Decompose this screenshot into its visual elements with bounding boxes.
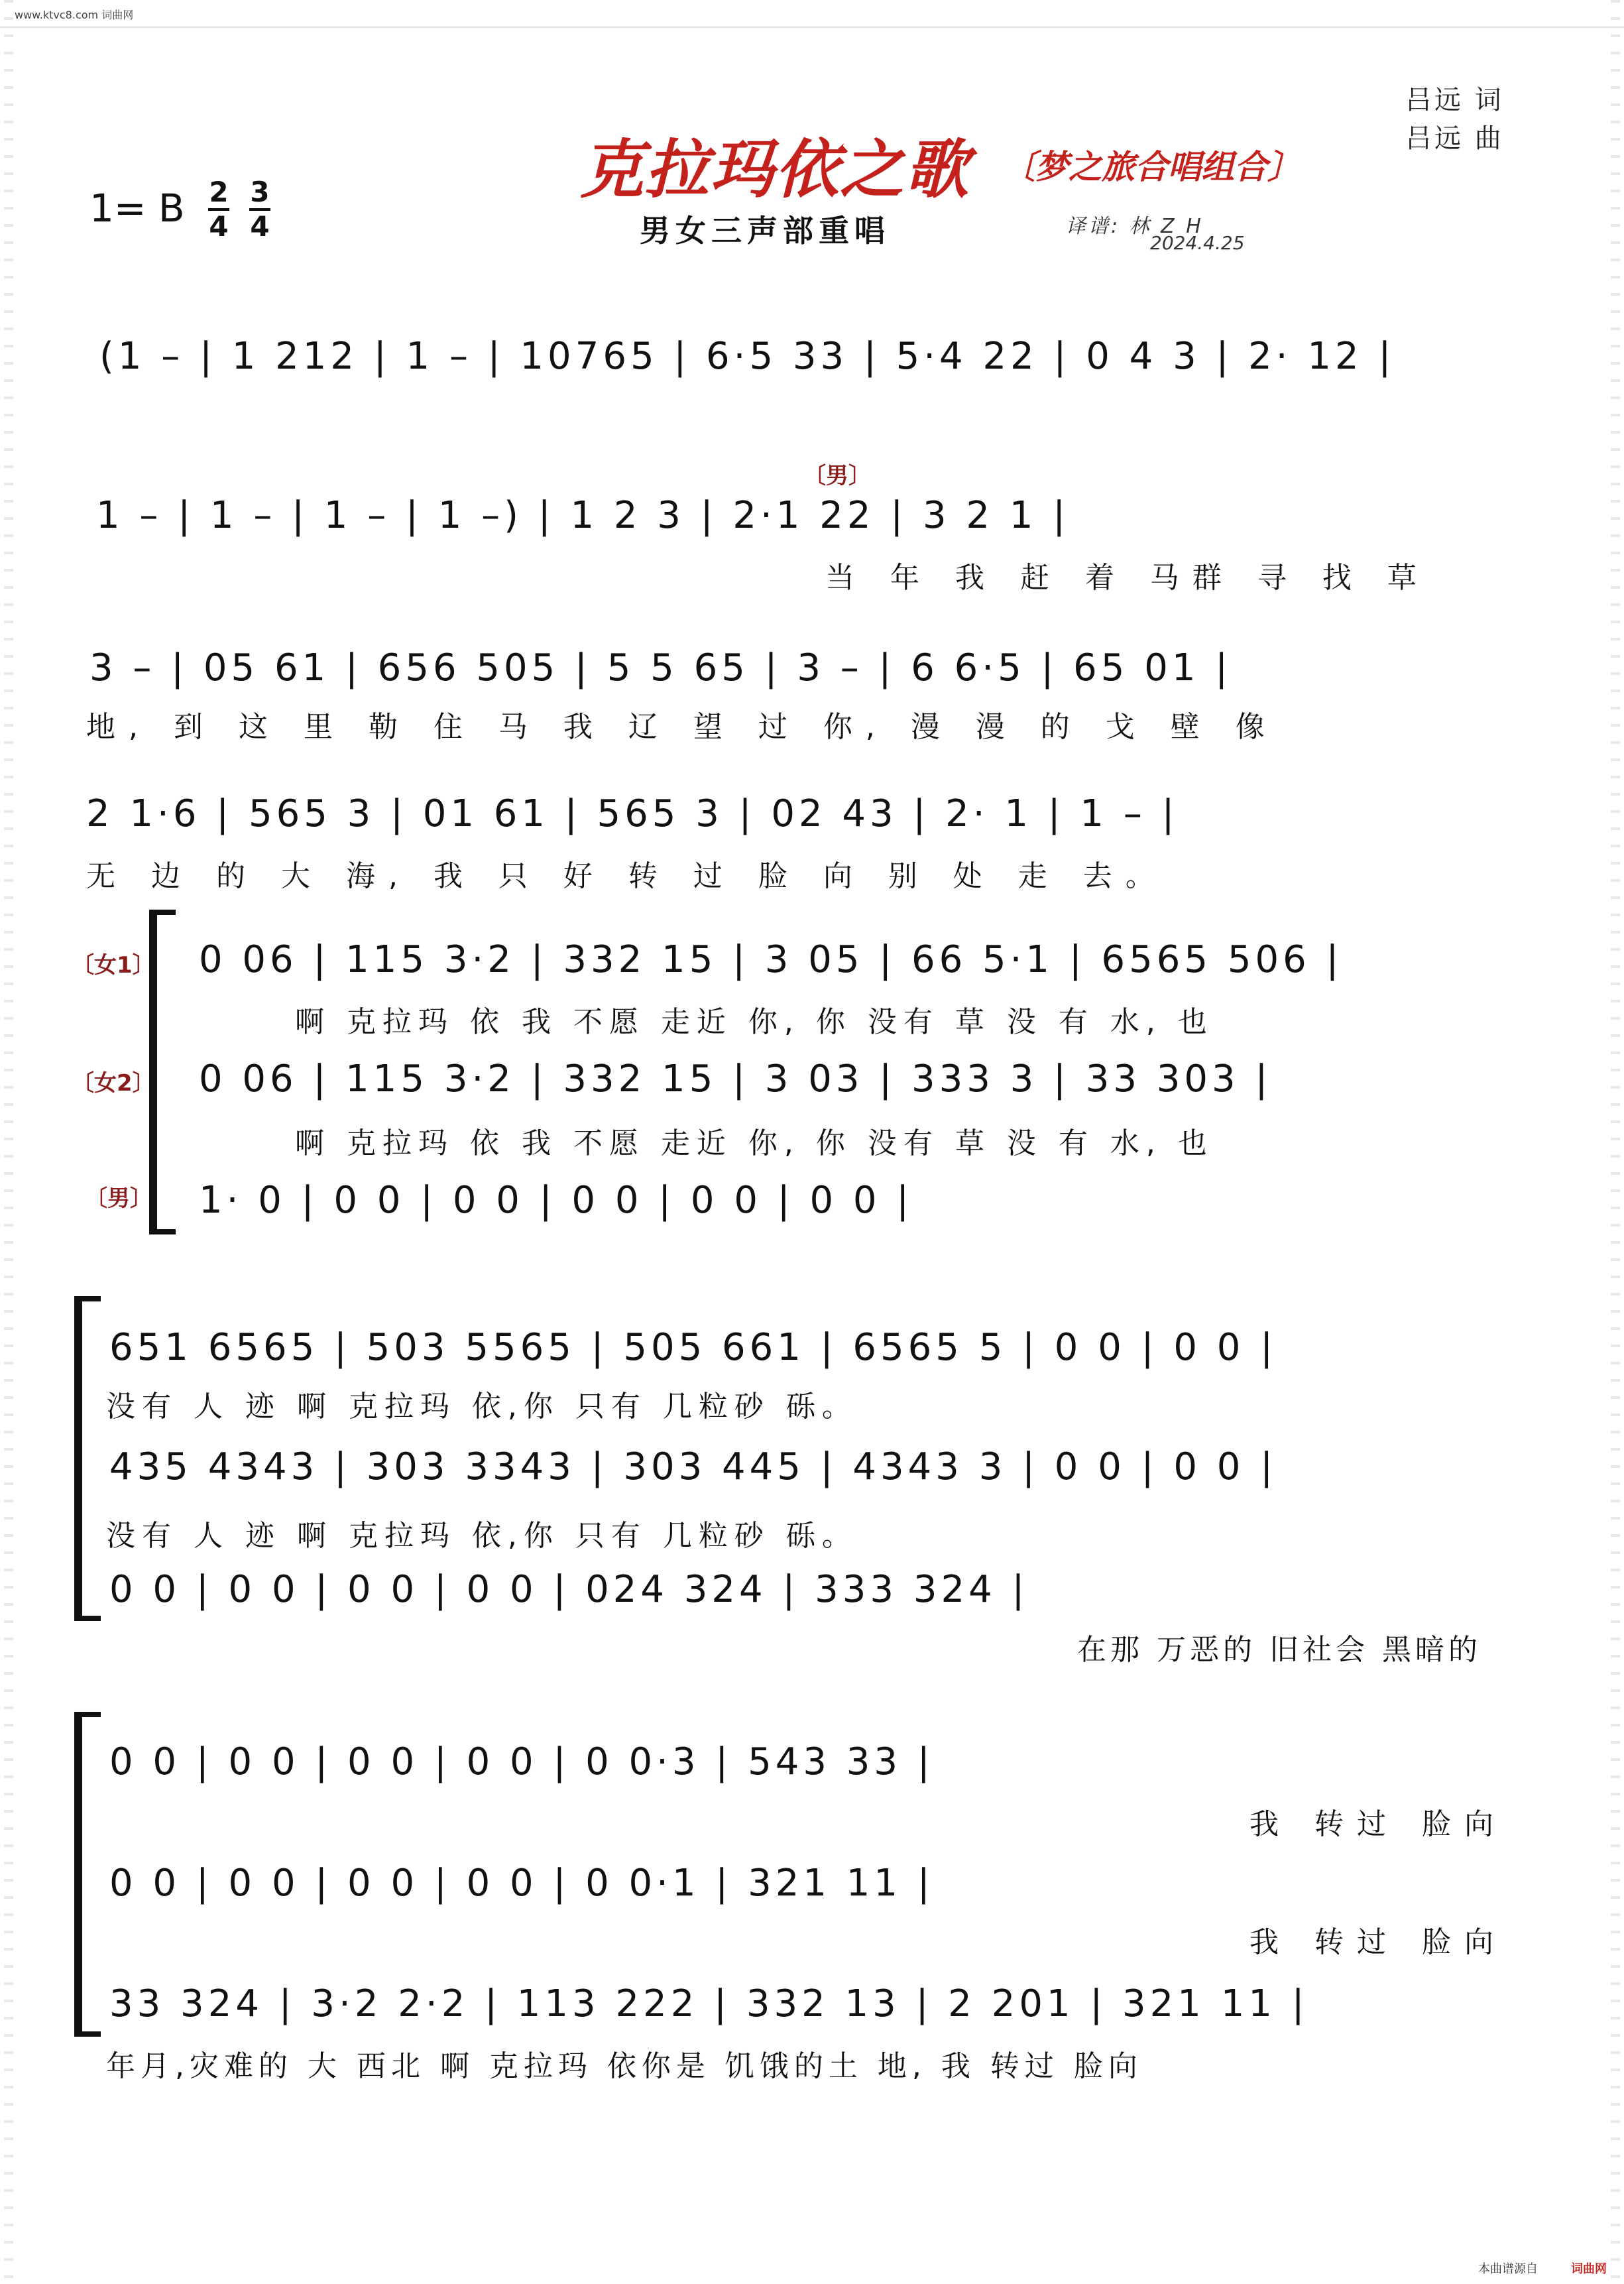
label-female-1: 〔女1〕: [72, 952, 155, 979]
system-6-f2-notes: 435 4343 | 303 3343 | 303 445 | 4343 3 | 0 0 | 0 0 |: [109, 1445, 1277, 1488]
key-signature: 1= B: [89, 186, 185, 231]
label-female-2: 〔女2〕: [72, 1070, 155, 1097]
arrangement-date: 2024.4.25: [1150, 232, 1245, 254]
label-male: 〔男〕: [85, 1185, 152, 1212]
system-5-f1-notes: 0 06 | 115 3·2 | 332 15 | 3 05 | 66 5·1 | 6565 506 |: [199, 938, 1343, 981]
system-7-m-lyrics: 年月,灾难的 大 西北 啊 克拉玛 依你是 饥饿的土 地, 我 转过 脸向: [106, 2049, 1143, 2083]
system-3-notes: 3 – | 05 61 | 656 505 | 5 5 65 | 3 – | 6 6·5 | 65 01 |: [89, 646, 1232, 690]
left-border-pattern: [4, 0, 13, 2284]
system-5-f2-notes: 0 06 | 115 3·2 | 332 15 | 3 03 | 333 3 | 33 303 |: [199, 1057, 1272, 1101]
system-2-notes: 1 – | 1 – | 1 – | 1 –) | 1 2 3 | 2·1 22 | 3 2 1 |: [96, 494, 1070, 537]
system-3-lyrics: 地, 到 这 里 勒 住 马 我 辽 望 过 你, 漫 漫 的 戈 壁 像: [86, 710, 1278, 744]
song-subtitle: 〔梦之旅合唱组合〕: [1002, 148, 1301, 186]
system-6-bracket: [74, 1296, 82, 1621]
time-sig-2-num: 3: [250, 176, 270, 208]
system-4-notes: 2 1·6 | 565 3 | 01 61 | 565 3 | 02 43 | 2· 1 | 1 – |: [86, 792, 1179, 835]
system-7-f2-lyrics: 我 转过 脸向: [1249, 1925, 1507, 1959]
system-6-m-notes: 0 0 | 0 0 | 0 0 | 0 0 | 024 324 | 333 324 |: [109, 1568, 1029, 1611]
footer-brand[interactable]: 词曲网: [1571, 2262, 1607, 2276]
system-5-m-notes: 1· 0 | 0 0 | 0 0 | 0 0 | 0 0 | 0 0 |: [199, 1179, 913, 1222]
time-signature-1: [205, 178, 232, 241]
system-7-f1-notes: 0 0 | 0 0 | 0 0 | 0 0 | 0 0·3 | 543 33 |: [109, 1740, 934, 1783]
system-2-lyrics: 当 年 我 赶 着 马群 寻 找 草: [825, 561, 1430, 595]
system-5-f2-lyrics: 啊 克拉玛 依 我 不愿 走近 你, 你 没有 草 没 有 水, 也: [295, 1126, 1214, 1160]
source-url[interactable]: www.ktvc8.com 词曲网: [15, 9, 134, 21]
time-sig-1-num: 2: [209, 176, 229, 208]
system-6-m-lyrics: 在那 万恶的 旧社会 黑暗的: [1077, 1633, 1481, 1667]
credits: [1405, 81, 1504, 158]
system-7-f2-notes: 0 0 | 0 0 | 0 0 | 0 0 | 0 0·1 | 321 11 |: [109, 1862, 934, 1905]
time-sig-2-den: 4: [250, 210, 270, 243]
arranger: 译谱: 林 Z H: [1066, 215, 1204, 238]
right-border-pattern: [1611, 0, 1620, 2284]
time-sig-1-den: 4: [209, 210, 229, 243]
composer: 吕远 曲: [1405, 123, 1504, 154]
system-6-f1-lyrics: 没有 人 迹 啊 克拉玛 依,你 只有 几粒砂 砾。: [106, 1390, 858, 1423]
performance-type: 男女三声部重唱: [640, 213, 890, 249]
male-solo-label: 〔男〕: [803, 463, 871, 489]
song-title: 克拉玛依之歌: [580, 133, 970, 207]
system-4-lyrics: 无 边 的 大 海, 我 只 好 转 过 脸 向 别 处 走 去。: [86, 859, 1168, 893]
lyricist: 吕远 词: [1405, 85, 1504, 115]
system-7-m-notes: 33 324 | 3·2 2·2 | 113 222 | 332 13 | 2 201 | 321 11 |: [109, 1982, 1308, 2025]
system-5-f1-lyrics: 啊 克拉玛 依 我 不愿 走近 你, 你 没有 草 没 有 水, 也: [295, 1005, 1214, 1039]
top-header-strip: [0, 0, 1624, 28]
system-7-f1-lyrics: 我 转过 脸向: [1249, 1807, 1507, 1841]
system-1-notes: (1 – | 1 212 | 1 – | 10765 | 6·5 33 | 5·4 22 | 0 4 3 | 2· 12 |: [99, 335, 1395, 378]
time-signature-2: [247, 178, 273, 241]
footer-source-note: 本曲谱源自: [1478, 2262, 1538, 2276]
system-6-f2-lyrics: 没有 人 迹 啊 克拉玛 依,你 只有 几粒砂 砾。: [106, 1519, 858, 1553]
system-7-bracket: [74, 1712, 82, 2037]
system-6-f1-notes: 651 6565 | 503 5565 | 505 661 | 6565 5 | 0 0 | 0 0 |: [109, 1326, 1277, 1369]
